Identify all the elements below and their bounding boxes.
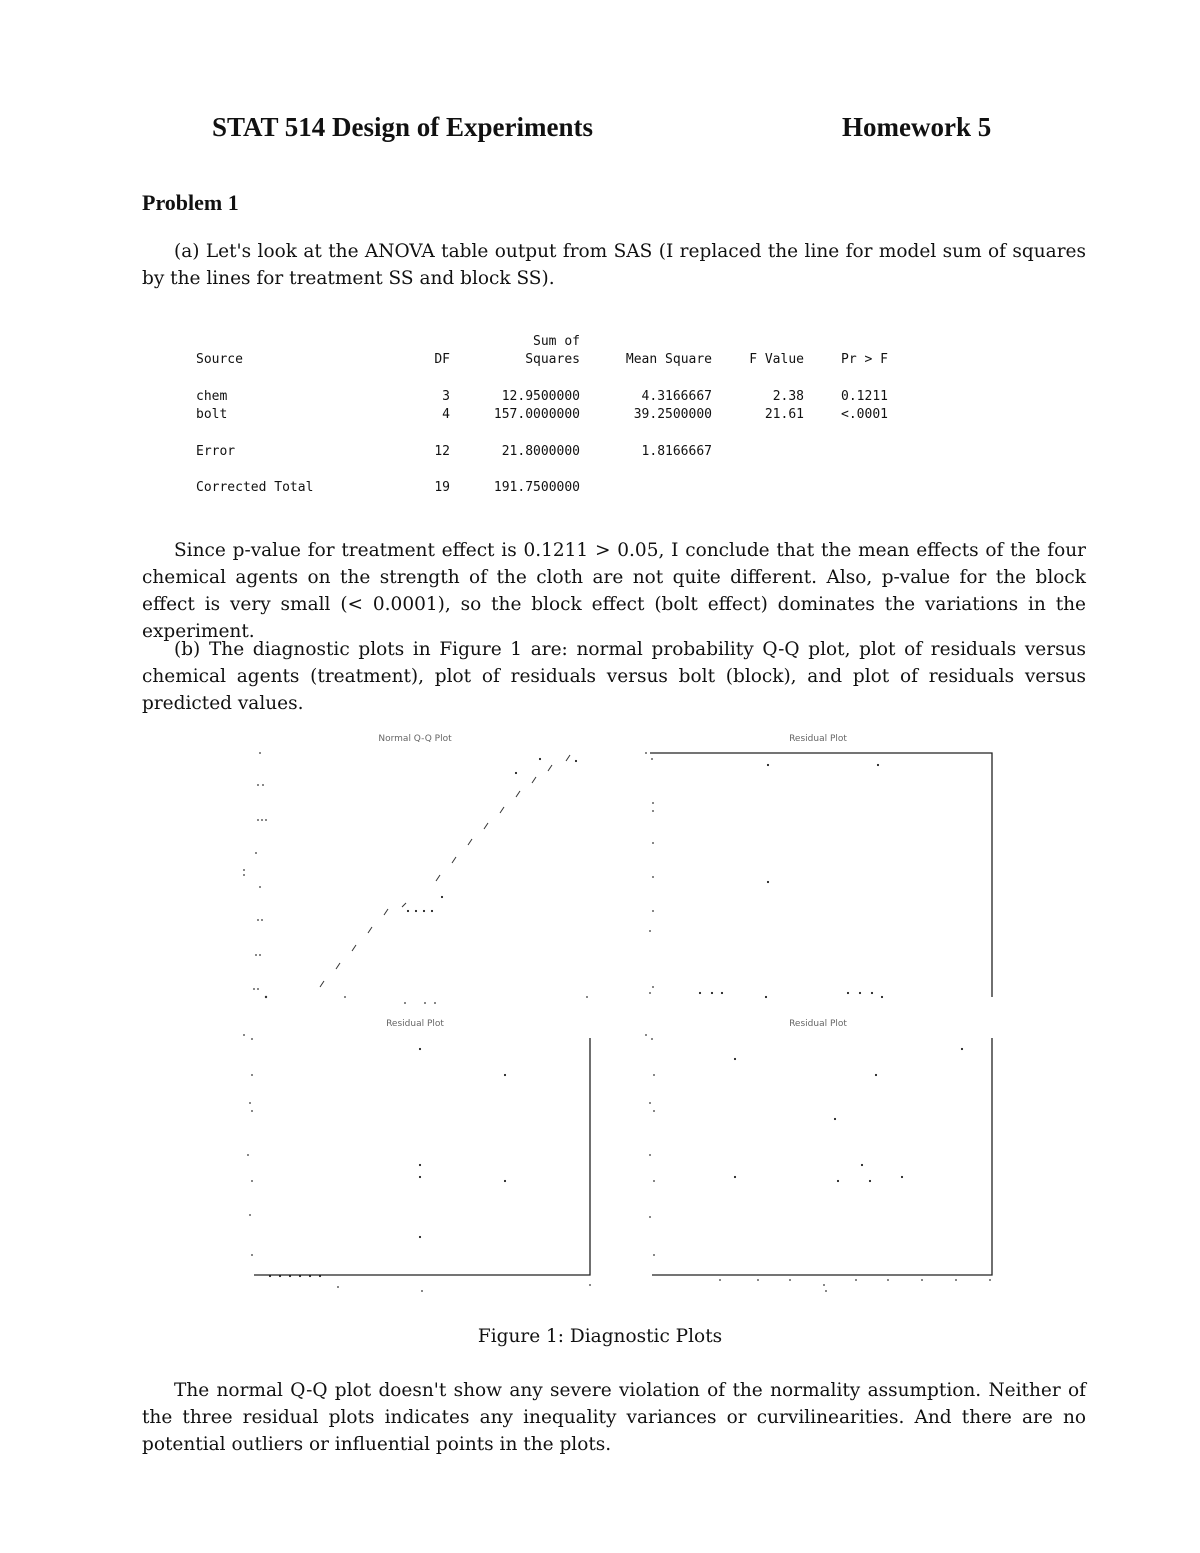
anova-header-row-2: [196, 349, 888, 368]
residual-plot-panel-3: [645, 1019, 992, 1292]
anova-table: [196, 330, 888, 495]
figure-caption: Figure 1: Diagnostic Plots: [477, 1326, 723, 1347]
row-ss: 191.7500000: [493, 480, 580, 495]
header-f: F Value: [749, 352, 804, 367]
residual-plot-title-1: Residual Plot: [789, 734, 847, 744]
qq-points: [407, 758, 577, 912]
row-df: 3: [442, 388, 450, 404]
row-ms: 4.3166667: [641, 388, 712, 404]
row-p: 0.1211: [841, 388, 888, 404]
diagnostic-plots-figure: [230, 725, 1010, 1305]
header-ss-top: Sum of: [533, 333, 580, 349]
anova-row: [196, 440, 888, 459]
residual-points-2: [269, 1048, 506, 1277]
header-df: DF: [434, 352, 450, 367]
part-b-text: (b) The diagnostic plots in Figure 1 are: normal probability Q-Q plot, plot of residuals versus chemical agents (treatment), plot of residuals versus bolt (block), and plot of residuals versus predicted values.: [142, 639, 1086, 714]
row-ss: 12.9500000: [501, 388, 580, 404]
anova-row: [196, 477, 888, 496]
row-ss: 21.8000000: [501, 443, 580, 459]
row-f: 21.61: [764, 407, 804, 422]
residual-plot-frame-1: [650, 753, 992, 997]
anova-row: [196, 385, 888, 404]
part-a-intro: (a) Let's look at the ANOVA table output from SAS (I replaced the line for model sum of squares by the lines for treatment SS and block SS).: [142, 241, 1086, 289]
residual-plot-axis-ticks-1: [645, 752, 654, 994]
qq-plot-title: Normal Q-Q Plot: [378, 734, 452, 744]
residual-plot-axis-ticks-3: [645, 1034, 991, 1292]
residual-plot-frame-2: [254, 1038, 590, 1275]
problem-heading: Problem 1: [142, 190, 239, 215]
anova-row: [196, 404, 888, 423]
qq-plot-panel: [243, 734, 588, 1004]
row-ss: 157.0000000: [493, 407, 580, 422]
residual-plot-title-3: Residual Plot: [789, 1019, 847, 1029]
header-p: Pr > F: [841, 352, 888, 367]
row-ms: 1.8166667: [641, 443, 712, 459]
anova-header-row-1: [196, 330, 888, 349]
row-df: 4: [442, 407, 450, 422]
row-ms: 39.2500000: [633, 407, 712, 422]
header-ss: Squares: [525, 352, 580, 367]
residual-plot-axis-ticks-2: [243, 1034, 591, 1292]
residual-points-3: [734, 1048, 963, 1182]
residual-points-1: [699, 764, 883, 998]
row-p: <.0001: [841, 407, 888, 422]
row-df: 12: [434, 443, 450, 459]
row-source: Error: [196, 443, 236, 459]
residual-plot-title-2: Residual Plot: [386, 1019, 444, 1029]
part-a-conclusion: Since p-value for treatment effect is 0.1211 > 0.05, I conclude that the mean effects of the four chemical agents on the strength of the cloth are not quite different. Also, p-value for the block effect is very small (< 0.0001), so the block effect (bolt effect) dominates the variations in the experiment.: [142, 540, 1086, 642]
residual-plot-frame-3: [652, 1038, 992, 1275]
document-title: STAT 514 Design of Experiments: [212, 112, 594, 142]
header-ms: Mean Square: [625, 352, 712, 367]
residual-plot-panel-2: [243, 1019, 591, 1292]
row-f: 2.38: [772, 388, 804, 404]
qq-reference-line: [320, 755, 570, 987]
homework-label: Homework 5: [842, 112, 992, 142]
row-df: 19: [434, 480, 450, 495]
final-paragraph: The normal Q-Q plot doesn't show any severe violation of the normality assumption. Neither of the three residual plots indicates any inequality variances or curvilinearities. And there are no potential outliers or influential points in the plots.: [142, 1380, 1086, 1455]
qq-plot-axis-ticks: [243, 752, 588, 1004]
row-source: bolt: [196, 407, 228, 422]
row-source: Corrected Total: [196, 480, 314, 495]
residual-plot-panel-1: [645, 734, 992, 998]
row-source: chem: [196, 388, 228, 404]
header-source: Source: [196, 352, 243, 367]
